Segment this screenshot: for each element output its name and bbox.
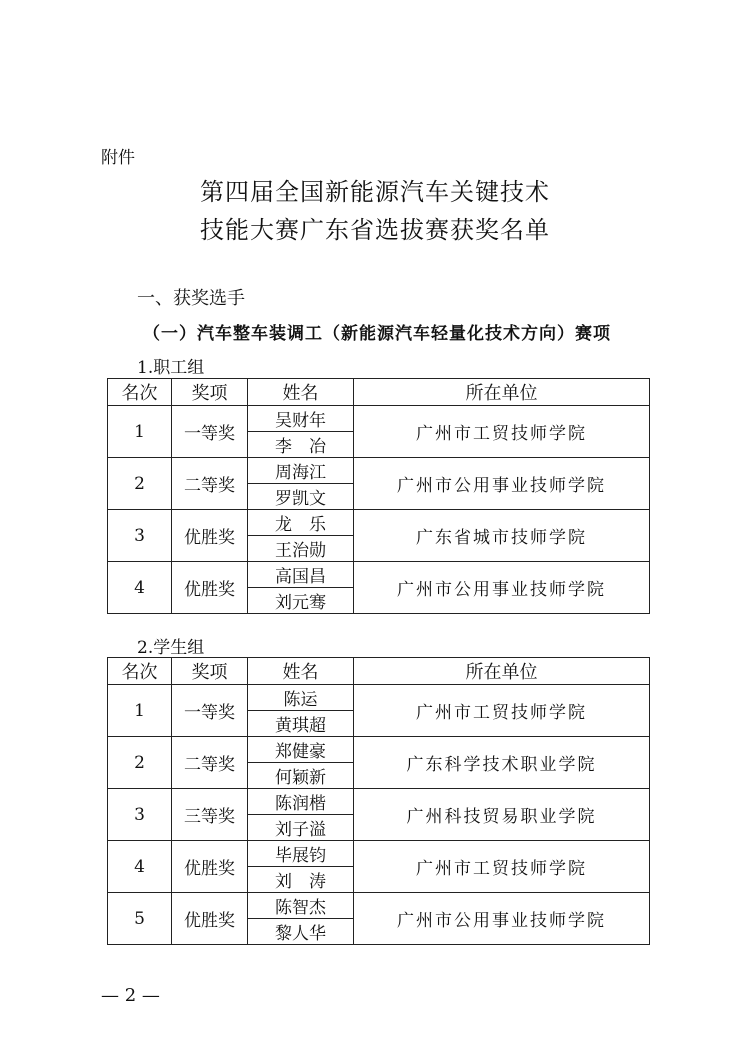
attachment-label: 附件 (101, 148, 135, 168)
subsection-heading: （一）汽车整车装调工（新能源汽车轻量化技术方向）赛项 (143, 324, 611, 344)
award-cell: 二等奖 (172, 458, 248, 510)
table-header-row (108, 379, 650, 406)
name-cell: 郑健豪 (248, 737, 354, 763)
header-unit: 所在单位 (354, 379, 650, 406)
unit-cell: 广州市公用事业技师学院 (354, 893, 650, 945)
header-rank: 名次 (108, 658, 172, 685)
award-cell: 一等奖 (172, 406, 248, 458)
header-award: 奖项 (172, 658, 248, 685)
table-row (108, 789, 650, 815)
name-cell: 陈智杰 (248, 893, 354, 919)
rank-cell: 1 (108, 406, 172, 458)
unit-cell: 广东省城市技师学院 (354, 510, 650, 562)
rank-cell: 4 (108, 562, 172, 614)
header-name: 姓名 (248, 658, 354, 685)
award-cell: 三等奖 (172, 789, 248, 841)
name-cell: 周海江 (248, 458, 354, 484)
unit-cell: 广东科学技术职业学院 (354, 737, 650, 789)
table-row (108, 841, 650, 867)
document-title-line-1: 第四届全国新能源汽车关键技术 (200, 178, 550, 206)
name-cell: 陈润楷 (248, 789, 354, 815)
award-cell: 优胜奖 (172, 510, 248, 562)
table-row (108, 406, 650, 432)
name-cell: 刘子溢 (248, 815, 354, 841)
award-cell: 二等奖 (172, 737, 248, 789)
name-cell: 刘 涛 (248, 867, 354, 893)
group-title-staff: 1.职工组 (137, 358, 205, 378)
rank-cell: 3 (108, 510, 172, 562)
table-row (108, 737, 650, 763)
table-header-row (108, 658, 650, 685)
header-unit: 所在单位 (354, 658, 650, 685)
rank-cell: 4 (108, 841, 172, 893)
table-row (108, 510, 650, 536)
rank-cell: 2 (108, 737, 172, 789)
name-cell: 何颖新 (248, 763, 354, 789)
award-cell: 优胜奖 (172, 893, 248, 945)
unit-cell: 广州科技贸易职业学院 (354, 789, 650, 841)
award-table-student (107, 657, 650, 945)
award-cell: 一等奖 (172, 685, 248, 737)
table-row (108, 458, 650, 484)
name-cell: 吴财年 (248, 406, 354, 432)
document-title-line-2: 技能大赛广东省选拔赛获奖名单 (200, 216, 550, 244)
name-cell: 黎人华 (248, 919, 354, 945)
table-row (108, 893, 650, 919)
unit-cell: 广州市公用事业技师学院 (354, 562, 650, 614)
header-rank: 名次 (108, 379, 172, 406)
header-award: 奖项 (172, 379, 248, 406)
table-row (108, 685, 650, 711)
award-cell: 优胜奖 (172, 841, 248, 893)
rank-cell: 3 (108, 789, 172, 841)
unit-cell: 广州市公用事业技师学院 (354, 458, 650, 510)
name-cell: 毕展钧 (248, 841, 354, 867)
name-cell: 陈运 (248, 685, 354, 711)
rank-cell: 5 (108, 893, 172, 945)
award-table-staff (107, 378, 650, 614)
unit-cell: 广州市工贸技师学院 (354, 406, 650, 458)
section-heading: 一、获奖选手 (137, 288, 245, 309)
name-cell: 罗凯文 (248, 484, 354, 510)
rank-cell: 2 (108, 458, 172, 510)
name-cell: 龙 乐 (248, 510, 354, 536)
table-row (108, 562, 650, 588)
unit-cell: 广州市工贸技师学院 (354, 685, 650, 737)
award-cell: 优胜奖 (172, 562, 248, 614)
unit-cell: 广州市工贸技师学院 (354, 841, 650, 893)
group-title-student: 2.学生组 (137, 638, 205, 658)
header-name: 姓名 (248, 379, 354, 406)
name-cell: 李 冶 (248, 432, 354, 458)
page-number: — 2 — (101, 985, 160, 1006)
name-cell: 高国昌 (248, 562, 354, 588)
name-cell: 王治勋 (248, 536, 354, 562)
name-cell: 黄琪超 (248, 711, 354, 737)
rank-cell: 1 (108, 685, 172, 737)
name-cell: 刘元骞 (248, 588, 354, 614)
